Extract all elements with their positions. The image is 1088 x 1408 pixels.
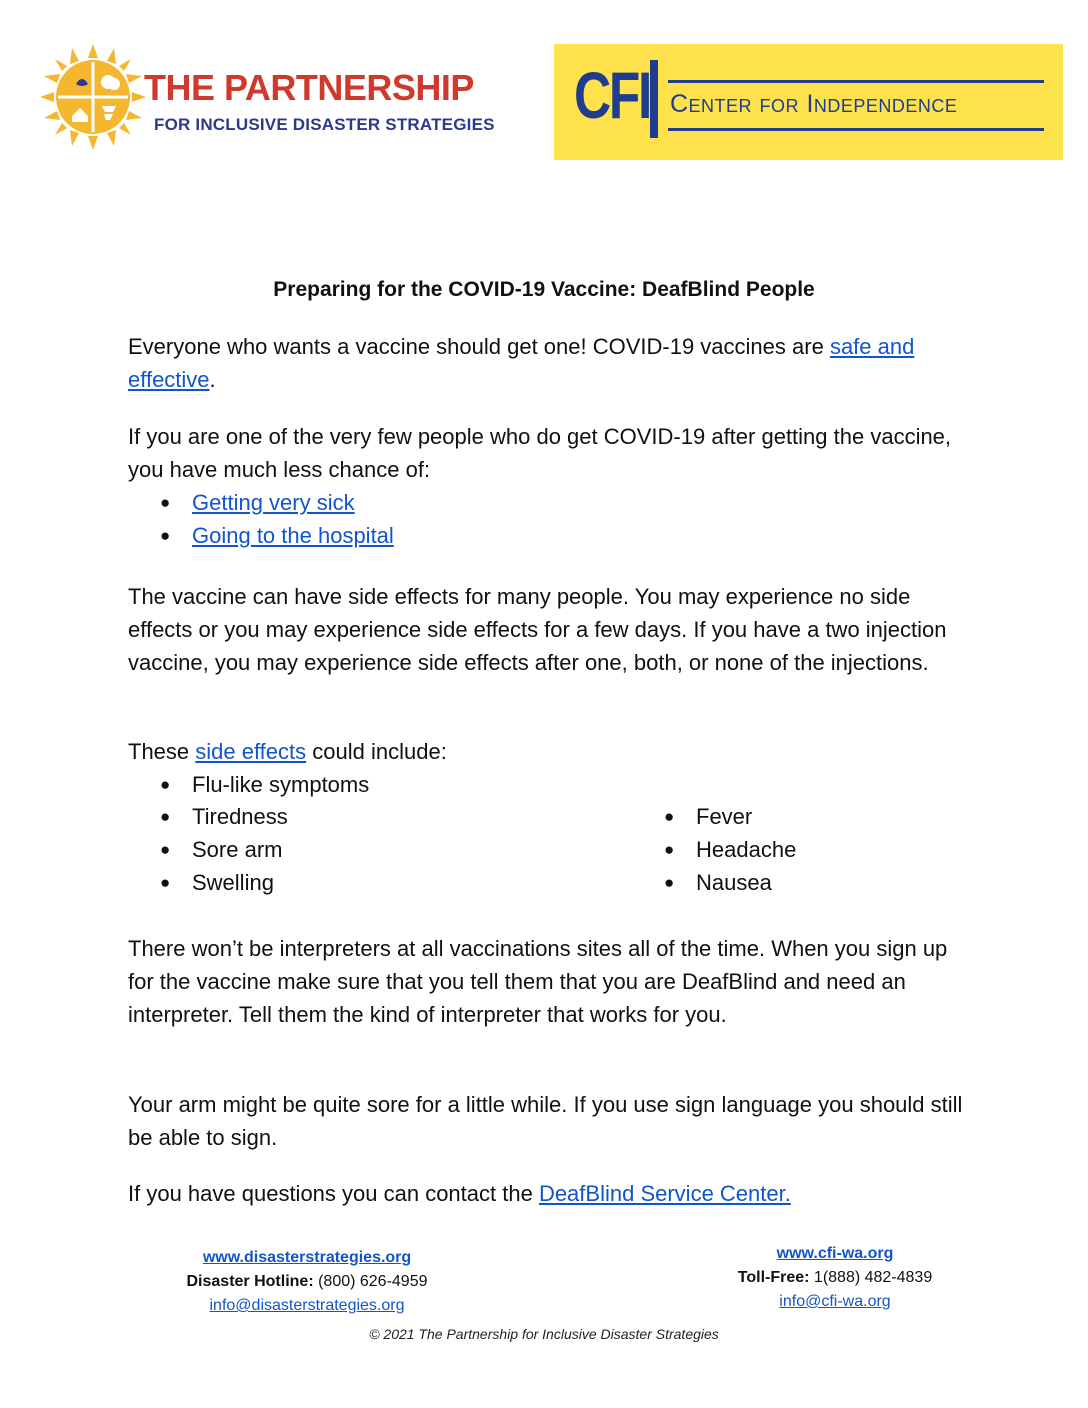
contact-text: If you have questions you can contact the [128, 1181, 539, 1206]
deafblind-service-center-link[interactable]: DeafBlind Service Center. [538, 1181, 791, 1206]
paragraph-less-chance [128, 420, 968, 552]
cfi-mark: CFI [574, 58, 650, 132]
list-item [128, 486, 968, 519]
list-item: ● Swelling [128, 866, 608, 899]
paragraph-intro [128, 330, 968, 396]
could-include-text: could include: [306, 739, 447, 764]
safe-and-effective-link[interactable]: safe and effective [128, 334, 915, 392]
going-to-hospital-link[interactable]: Going to the hospital [192, 523, 394, 548]
intro-period: . [209, 367, 216, 392]
cfi-website-link[interactable]: www.cfi-wa.org [776, 1245, 894, 1262]
list-item: ● Sore arm [128, 833, 608, 866]
paragraph-contact [128, 1177, 968, 1210]
pfids-website-link[interactable]: www.disasterstrategies.org [202, 1249, 412, 1266]
side-effects-left-column [128, 800, 608, 899]
paragraph-side-effects-list-heading [128, 735, 968, 801]
pfids-sun-icon [38, 42, 148, 152]
less-chance-text: If you are one of the very few people who do get COVID-19 after getting the vaccine, you have much less chance of: [128, 424, 952, 482]
pfids-title: THE PARTNERSHIP [144, 67, 474, 108]
these-text: These [128, 739, 196, 764]
side-effects-first-item [128, 768, 968, 801]
list-item: ● Flu-like symptoms [128, 768, 968, 801]
cfi-bottom-rule [668, 128, 1044, 131]
tollfree-label: Toll-Free: [737, 1269, 810, 1286]
intro-text: Everyone who wants a vaccine should get one! COVID-19 vaccines are [128, 334, 830, 359]
copyright: © 2021 The Partnership for Inclusive Disaster Strategies [369, 1326, 719, 1342]
list-item: ● Nausea [632, 866, 932, 899]
footer-cfi-contact [710, 1242, 960, 1314]
list-item: ● Fever [632, 800, 932, 833]
side-effects-link[interactable]: side effects [195, 739, 307, 764]
hotline-number: (800) 626-4959 [313, 1273, 428, 1290]
hotline-label: Disaster Hotline: [186, 1273, 314, 1290]
cfi-email-link[interactable]: info@cfi-wa.org [779, 1293, 891, 1310]
document-title: Preparing for the COVID-19 Vaccine: DeafBlind People [273, 278, 815, 301]
pfids-subtitle: FOR INCLUSIVE DISASTER STRATEGIES [154, 115, 495, 134]
pfids-email-link[interactable]: info@disasterstrategies.org [209, 1297, 405, 1314]
getting-very-sick-link[interactable]: Getting very sick [192, 490, 355, 515]
tollfree-number: 1(888) 482-4839 [809, 1269, 933, 1286]
cfi-name: Center for Independence [670, 90, 958, 118]
footer [0, 1246, 1088, 1366]
cfi-divider-bar [650, 60, 658, 138]
footer-pfids-contact [142, 1246, 472, 1318]
cfi-top-rule [668, 80, 1044, 83]
list-item: ● Headache [632, 833, 932, 866]
list-item: ● Tiredness [128, 800, 608, 833]
side-effects-right-column [632, 800, 932, 899]
paragraph-side-effects-intro: The vaccine can have side effects for many people. You may experience no side effects or you may experience side effects for a few days. If you have a two injection vaccine, you may experience side effects after one, both, or none of the injections. [128, 584, 947, 675]
paragraph-interpreters: There won’t be interpreters at all vaccinations sites all of the time. When you sign up for the vaccine make sure that you tell them that you are DeafBlind and need an interpreter. Tell them the kind of interpreter that works for you. [128, 936, 948, 1027]
list-item [128, 519, 968, 552]
less-chance-list [128, 486, 968, 552]
cfi-logo [554, 44, 1063, 160]
pfids-logo [38, 42, 548, 142]
paragraph-sore-arm: Your arm might be quite sore for a little while. If you use sign language you should still be able to sign. [128, 1092, 963, 1150]
